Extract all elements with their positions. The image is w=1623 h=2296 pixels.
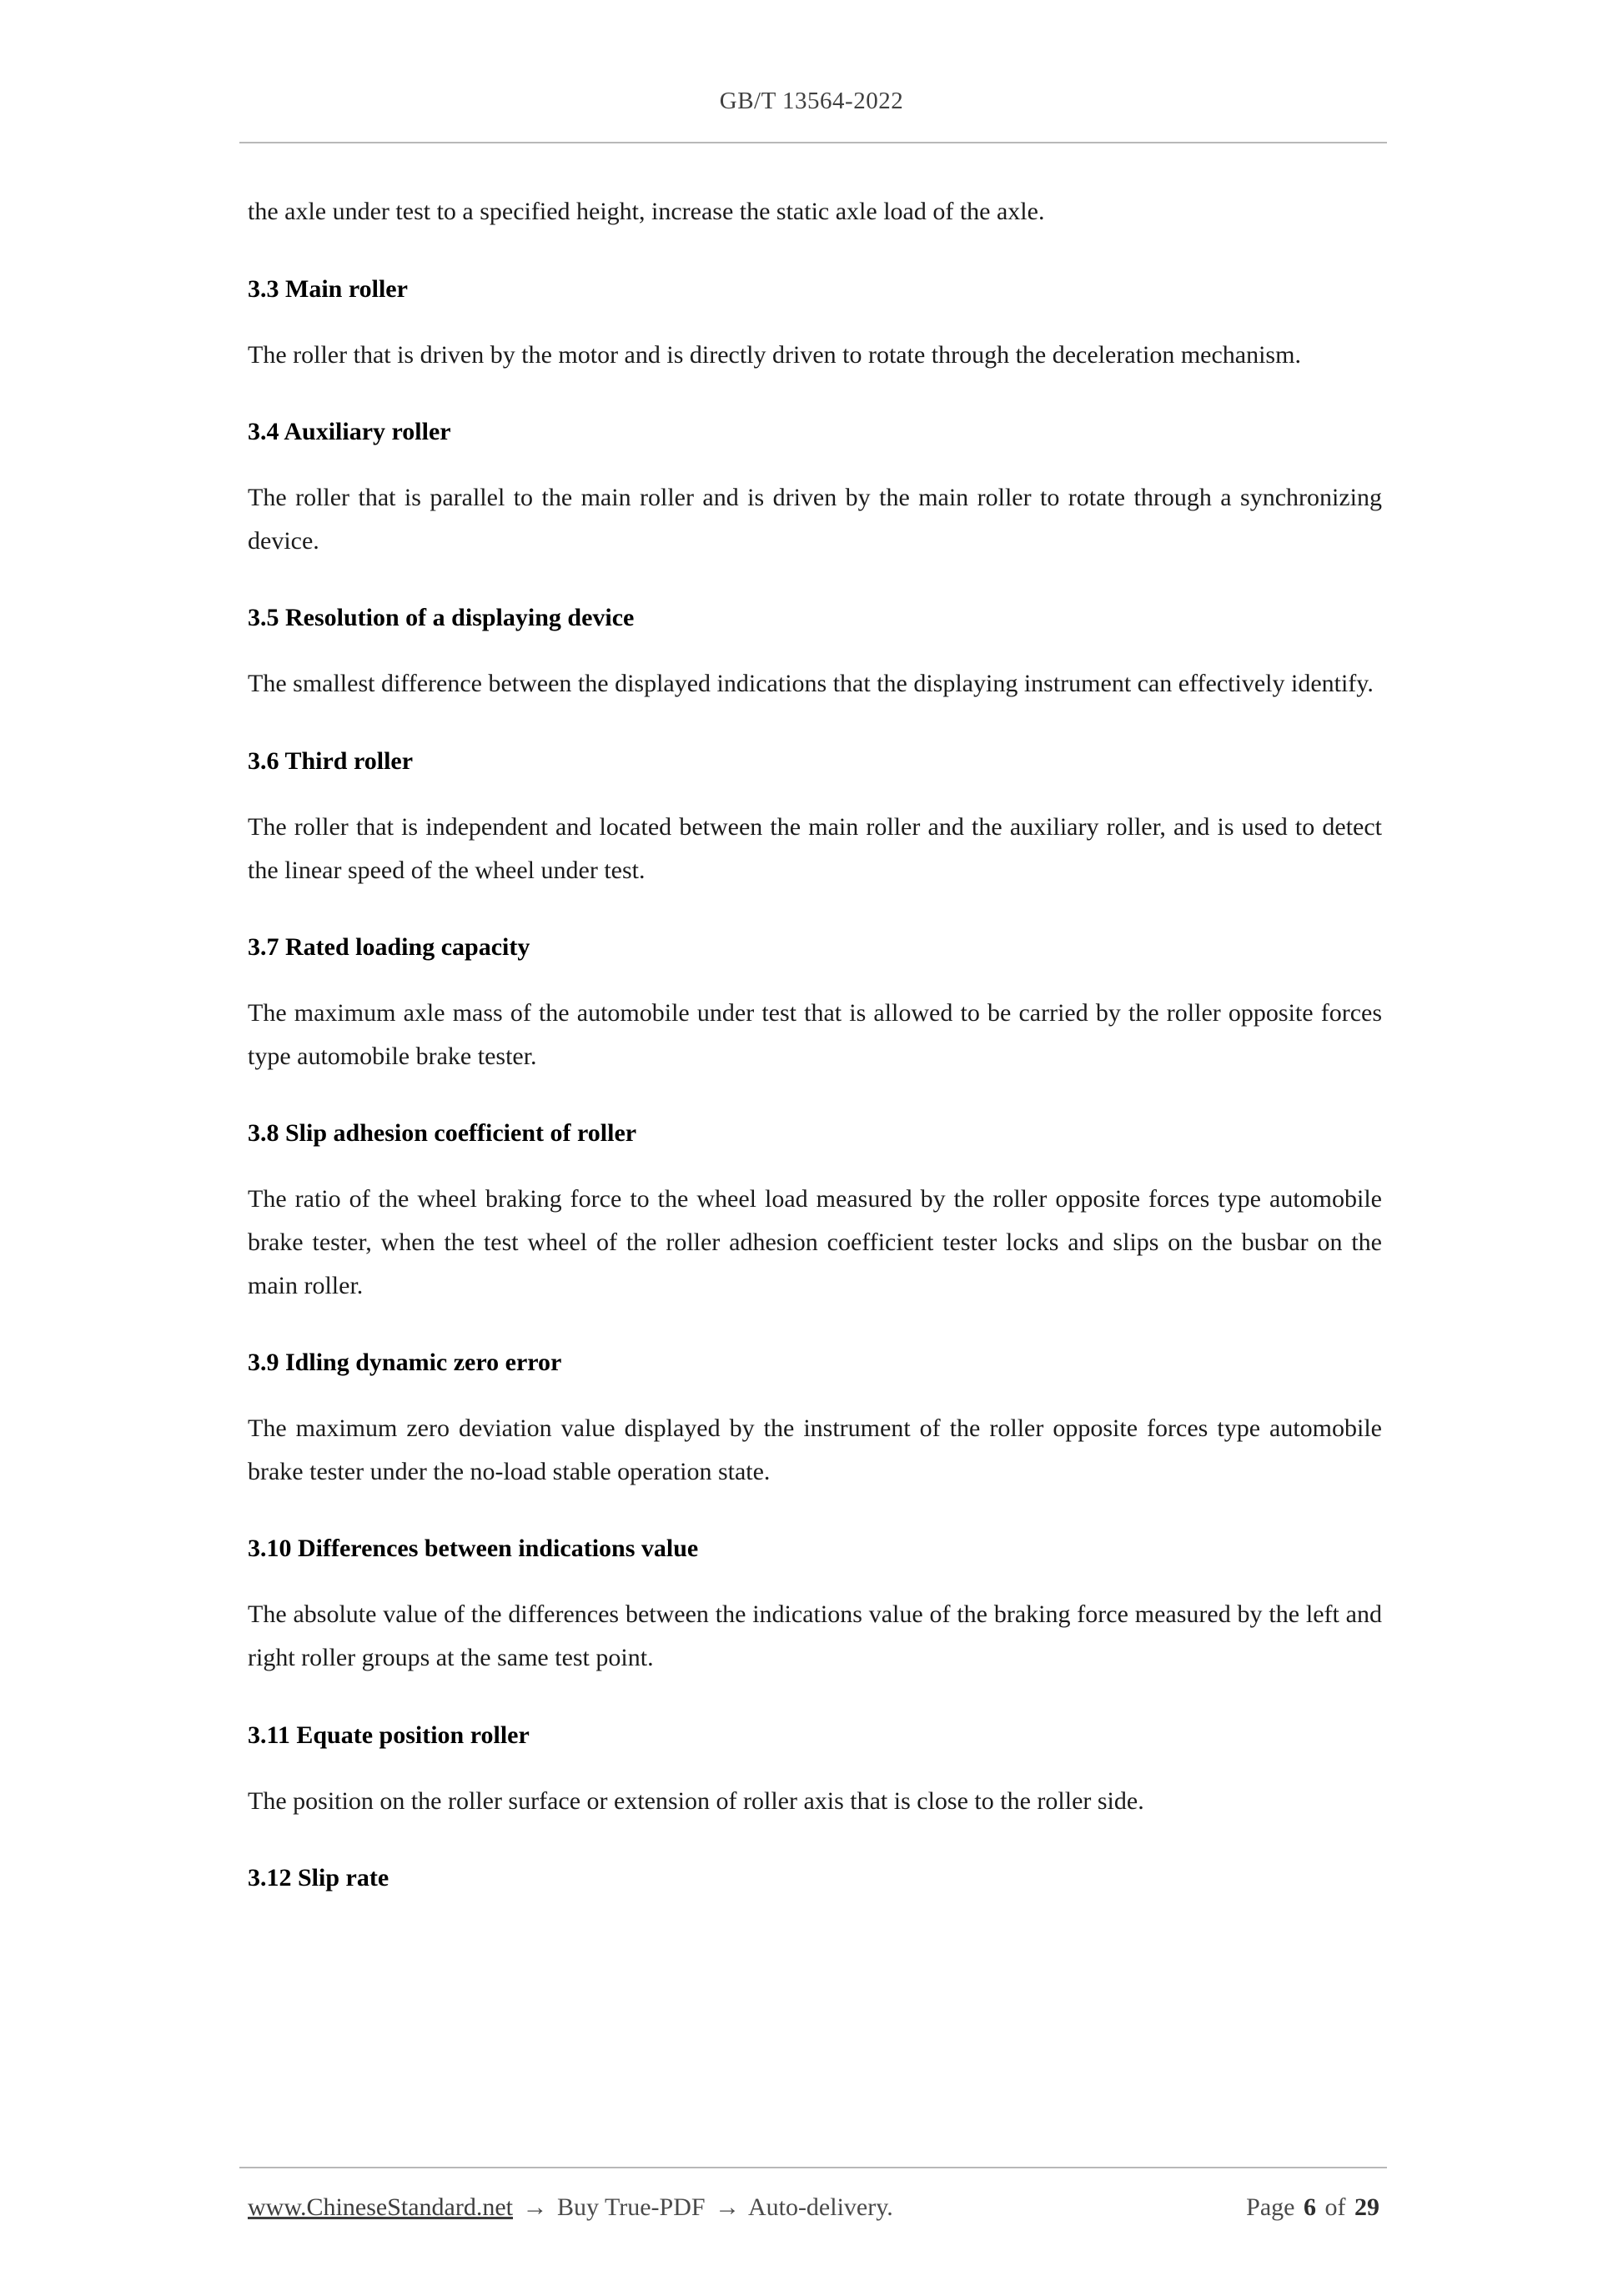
section-heading: 3.3 Main roller (248, 274, 408, 303)
header-divider (239, 142, 1387, 143)
section-paragraph: The smallest difference between the displayed indications that the displaying instrument can effectively identify. (248, 670, 1374, 698)
section-paragraph: The roller that is independent and located between the main roller and the auxiliary roller, and is used to detect the linear speed of the wheel under test. (248, 812, 1382, 884)
section-heading: 3.4 Auxiliary roller (248, 418, 451, 446)
section-paragraph: The position on the roller surface or extension of roller axis that is close to the roller side. (248, 1786, 1144, 1815)
section-heading: 3.9 Idling dynamic zero error (248, 1349, 562, 1377)
section-paragraph: The maximum zero deviation value displayed by the instrument of the roller opposite forces type automobile brake tester under the no-load stable operation state. (248, 1414, 1382, 1485)
section-heading: 3.10 Differences between indications value (248, 1535, 699, 1563)
section-heading: 3.12 Slip rate (248, 1864, 389, 1892)
section-paragraph: The roller that is parallel to the main roller and is driven by the main roller to rotate through a synchronizing device. (248, 484, 1382, 555)
section-heading: 3.11 Equate position roller (248, 1721, 530, 1749)
arrow-icon: → (522, 2193, 548, 2221)
section-heading: 3.5 Resolution of a displaying device (248, 604, 635, 632)
section-paragraph: The roller that is driven by the motor and is directly driven to rotate through the deceleration mechanism. (248, 340, 1301, 369)
footer-site-link[interactable]: www.ChineseStandard.net (248, 2193, 513, 2221)
document-body (248, 190, 1382, 1896)
footer-divider (239, 2167, 1387, 2168)
footer-of-label: of (1324, 2193, 1346, 2221)
footer-left (248, 2193, 893, 2222)
section-paragraph: The ratio of the wheel braking force to the wheel load measured by the roller opposite forces type automobile brake tester, when the test wheel of the roller adhesion coefficient tester locks and slips on the busbar on the main roller. (248, 1185, 1382, 1299)
footer-page-number: 6 (1304, 2193, 1316, 2221)
section-heading: 3.8 Slip adhesion coefficient of roller (248, 1119, 637, 1148)
footer-page-label: Page (1246, 2193, 1295, 2221)
footer-delivery-text: Auto-delivery. (747, 2193, 893, 2221)
footer-total-pages: 29 (1354, 2193, 1379, 2221)
document-footer (248, 2193, 1382, 2222)
footer-buy-text: Buy True-PDF (557, 2193, 706, 2221)
intro-paragraph: the axle under test to a specified height, increase the static axle load of the axle. (248, 198, 1045, 225)
document-header-title: GB/T 13564-2022 (719, 88, 904, 114)
section-paragraph: The absolute value of the differences between the indications value of the braking force measured by the left and right roller groups at the same test point. (248, 1600, 1382, 1671)
section-paragraph: The maximum axle mass of the automobile under test that is allowed to be carried by the roller opposite forces type automobile brake tester. (248, 999, 1382, 1070)
section-heading: 3.6 Third roller (248, 746, 414, 775)
section-heading: 3.7 Rated loading capacity (248, 933, 530, 962)
arrow-icon: → (715, 2193, 741, 2221)
footer-page-indicator (1246, 2193, 1382, 2222)
